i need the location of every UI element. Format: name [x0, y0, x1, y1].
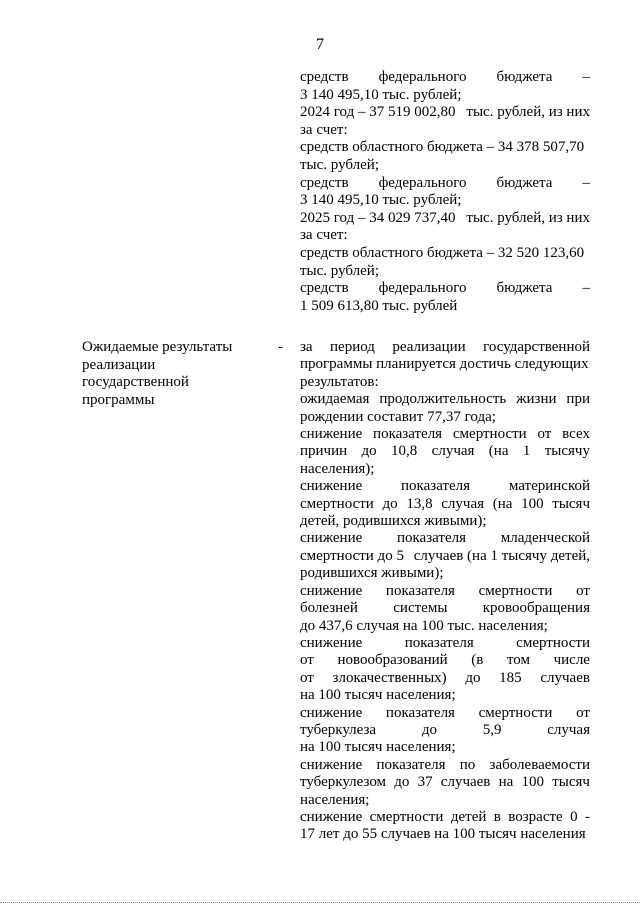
results-line: снижение показателя материнской: [300, 478, 590, 495]
budget-line: средств федерального бюджета –: [300, 174, 590, 191]
results-line: снижение показателя смертности от: [300, 582, 590, 599]
budget-line: за счет:: [300, 121, 348, 138]
budget-line: средств федерального бюджета –: [300, 69, 590, 85]
budget-line: 3 140 495,10 тыс. рублей;: [300, 192, 462, 209]
budget-line: средств областного бюджета – 34 378 507,70: [300, 139, 585, 156]
budget-line: 2025 год – 34 029 737,40 тыс. рублей, из них: [300, 209, 590, 226]
budget-line: за счет:: [300, 227, 348, 244]
results-line: снижение показателя смертности от: [300, 704, 590, 721]
results-line: туберкулезом до 37 случаев на 100 тысяч: [300, 774, 590, 791]
results-line: ожидаемая продолжительность жизни при: [300, 391, 590, 408]
results-line: смертности до 13,8 случая (на 100 тысяч: [300, 495, 590, 512]
budget-line: тыс. рублей;: [300, 156, 379, 173]
budget-line: средств областного бюджета – 32 520 123,60: [300, 244, 585, 261]
budget-line: 3 140 495,10 тыс. рублей;: [300, 86, 462, 103]
budget-line: 1 509 613,80 тыс. рублей: [300, 297, 458, 314]
results-label: Ожидаемые результаты реализации государственной программы: [82, 339, 233, 408]
results-line: туберкулеза до 5,9 случая: [300, 721, 590, 738]
results-line: причин до 10,8 случая (на 1 тысячу: [300, 443, 590, 460]
results-line: снижение показателя младенческой: [300, 530, 590, 547]
results-line: детей, родившихся живыми);: [300, 513, 487, 530]
results-line: программы планируется достичь следующих: [300, 356, 589, 373]
results-text: [300, 339, 590, 844]
budget-line: 2024 год – 37 519 002,80 тыс. рублей, из них: [300, 104, 590, 121]
results-line: болезней системы кровообращения: [300, 600, 590, 617]
results-line: родившихся живыми);: [300, 565, 444, 582]
budget-line: средств федерального бюджета –: [300, 280, 590, 297]
results-line: результатов:: [300, 373, 379, 390]
results-line: населения);: [300, 460, 375, 477]
budget-text: [300, 69, 590, 315]
results-line: на 100 тысяч населения;: [300, 739, 456, 756]
results-line: от новообразований (в том числе: [300, 652, 590, 669]
results-line: снижение смертности детей в возрасте 0 -: [300, 808, 590, 825]
results-line: смертности до 5 случаев (на 1 тысячу детей,: [300, 547, 590, 564]
results-line: от злокачественных) до 185 случаев: [300, 669, 590, 686]
results-line: за период реализации государственной: [300, 339, 590, 355]
page-number: 7: [316, 36, 324, 53]
results-line: снижение показателя по заболеваемости: [300, 756, 590, 773]
budget-line: тыс. рублей;: [300, 262, 379, 279]
results-line: снижение показателя смертности от всех: [300, 426, 590, 443]
results-dash: -: [278, 339, 283, 355]
results-line: рождении составит 77,37 года;: [300, 408, 496, 425]
footer-divider: [0, 898, 640, 903]
results-line: на 100 тысяч населения;: [300, 687, 456, 704]
results-line: до 437,6 случая на 100 тыс. населения;: [300, 617, 548, 634]
results-line: снижение показателя смертности: [300, 634, 590, 651]
results-line: 17 лет до 55 случаев на 100 тысяч населения: [300, 826, 586, 843]
results-line: населения;: [300, 791, 370, 808]
